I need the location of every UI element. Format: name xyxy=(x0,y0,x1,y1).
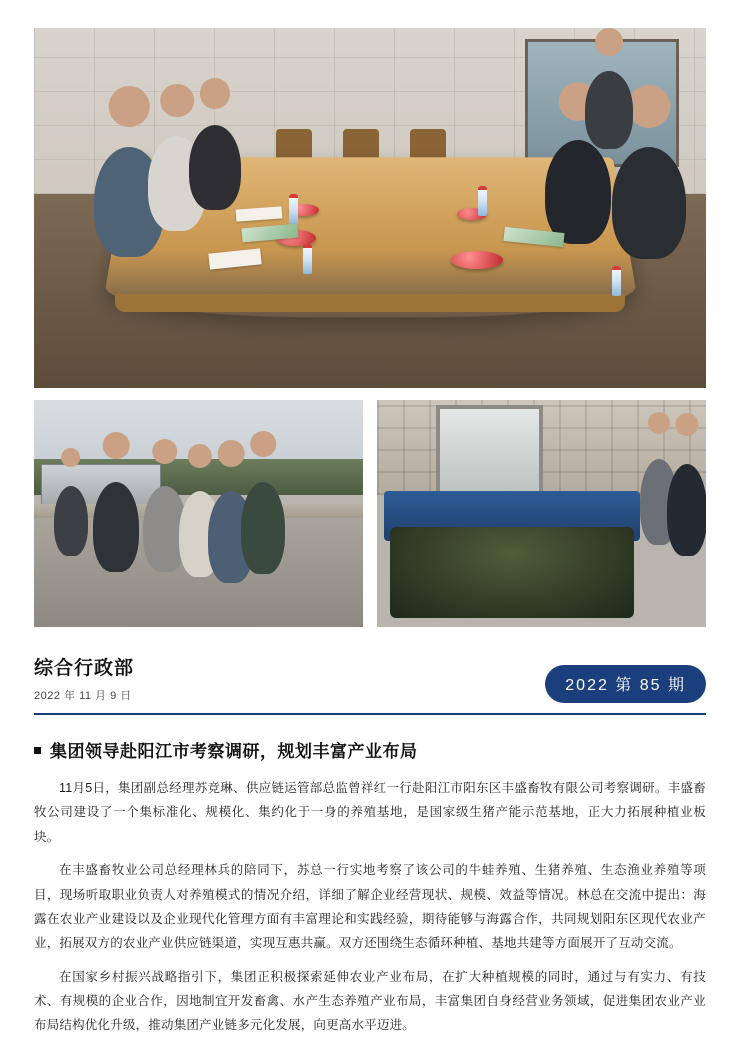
pond-water xyxy=(390,527,633,618)
attendee xyxy=(585,71,633,149)
attendee xyxy=(545,140,611,244)
doorway xyxy=(436,405,543,504)
photo-row xyxy=(34,400,706,627)
table-edge xyxy=(115,294,626,312)
article-headline: 集团领导赴阳江市考察调研，规划丰富产业布局 xyxy=(50,742,418,761)
publish-date: 2022 年 11 月 9 日 xyxy=(34,690,132,702)
meeting-room-photo xyxy=(34,28,706,388)
breeding-pond-photo xyxy=(377,400,706,627)
attendee xyxy=(612,147,686,259)
attendee xyxy=(189,125,241,210)
issue-badge: 2022 第 85 期 xyxy=(545,665,706,703)
pond-scene xyxy=(377,400,706,627)
visitor xyxy=(667,464,706,556)
masthead xyxy=(34,653,706,715)
square-bullet-icon xyxy=(34,747,41,754)
water-bottle xyxy=(612,266,621,296)
fruit-plate xyxy=(451,251,503,269)
outdoor-scene xyxy=(34,400,363,627)
visitor xyxy=(93,482,139,572)
department-block xyxy=(34,653,134,703)
visitor xyxy=(241,482,285,574)
article-paragraph: 在丰盛畜牧业公司总经理林兵的陪同下，苏总一行实地考察了该公司的牛蛙养殖、生猪养殖、生态渔业养殖等项目，现场听取职业负责人对养殖模式的情况介绍，详细了解企业经营现状、规模、效益等情况。林总在交流中提出：海露在农业产业建设以及企业现代化管理方面有丰富理论和实践经验，期待能够与海露合作，共同规划阳东区现代农业产业，拓展双方的农业产业供应链渠道，实现互惠共赢。双方还围绕生态循环种植、基地共建等方面展开了互动交流。 xyxy=(34,863,706,951)
outdoor-visit-photo xyxy=(34,400,363,627)
article-paragraph: 11月5日，集团副总经理苏竞琳、供应链运管部总监曾祥红一行赴阳江市阳东区丰盛畜牧有限公司考察调研。丰盛畜牧公司建设了一个集标准化、规模化、集约化于一身的养殖基地，是国家级生猪产能示范基地，正大力拓展种植业板块。 xyxy=(34,781,706,844)
department-name: 综合行政部 xyxy=(34,658,135,679)
water-bottle xyxy=(289,194,298,224)
headline-row xyxy=(34,737,706,762)
water-bottle xyxy=(303,244,312,274)
water-bottle xyxy=(478,186,487,216)
article-body xyxy=(34,776,706,1038)
article-paragraph: 在国家乡村振兴战略指引下，集团正积极探索延伸农业产业布局，在扩大种植规模的同时，通过与有实力、有技术、有规模的企业合作，因地制宜开发畜禽、水产生态养殖产业布局，丰富集团自身经营业务领域，促进集团农业产业布局结构优化升级，推动集团产业链多元化发展，向更高水平迈进。 xyxy=(34,969,706,1033)
meeting-room-scene xyxy=(34,28,706,388)
visitor xyxy=(54,486,88,556)
